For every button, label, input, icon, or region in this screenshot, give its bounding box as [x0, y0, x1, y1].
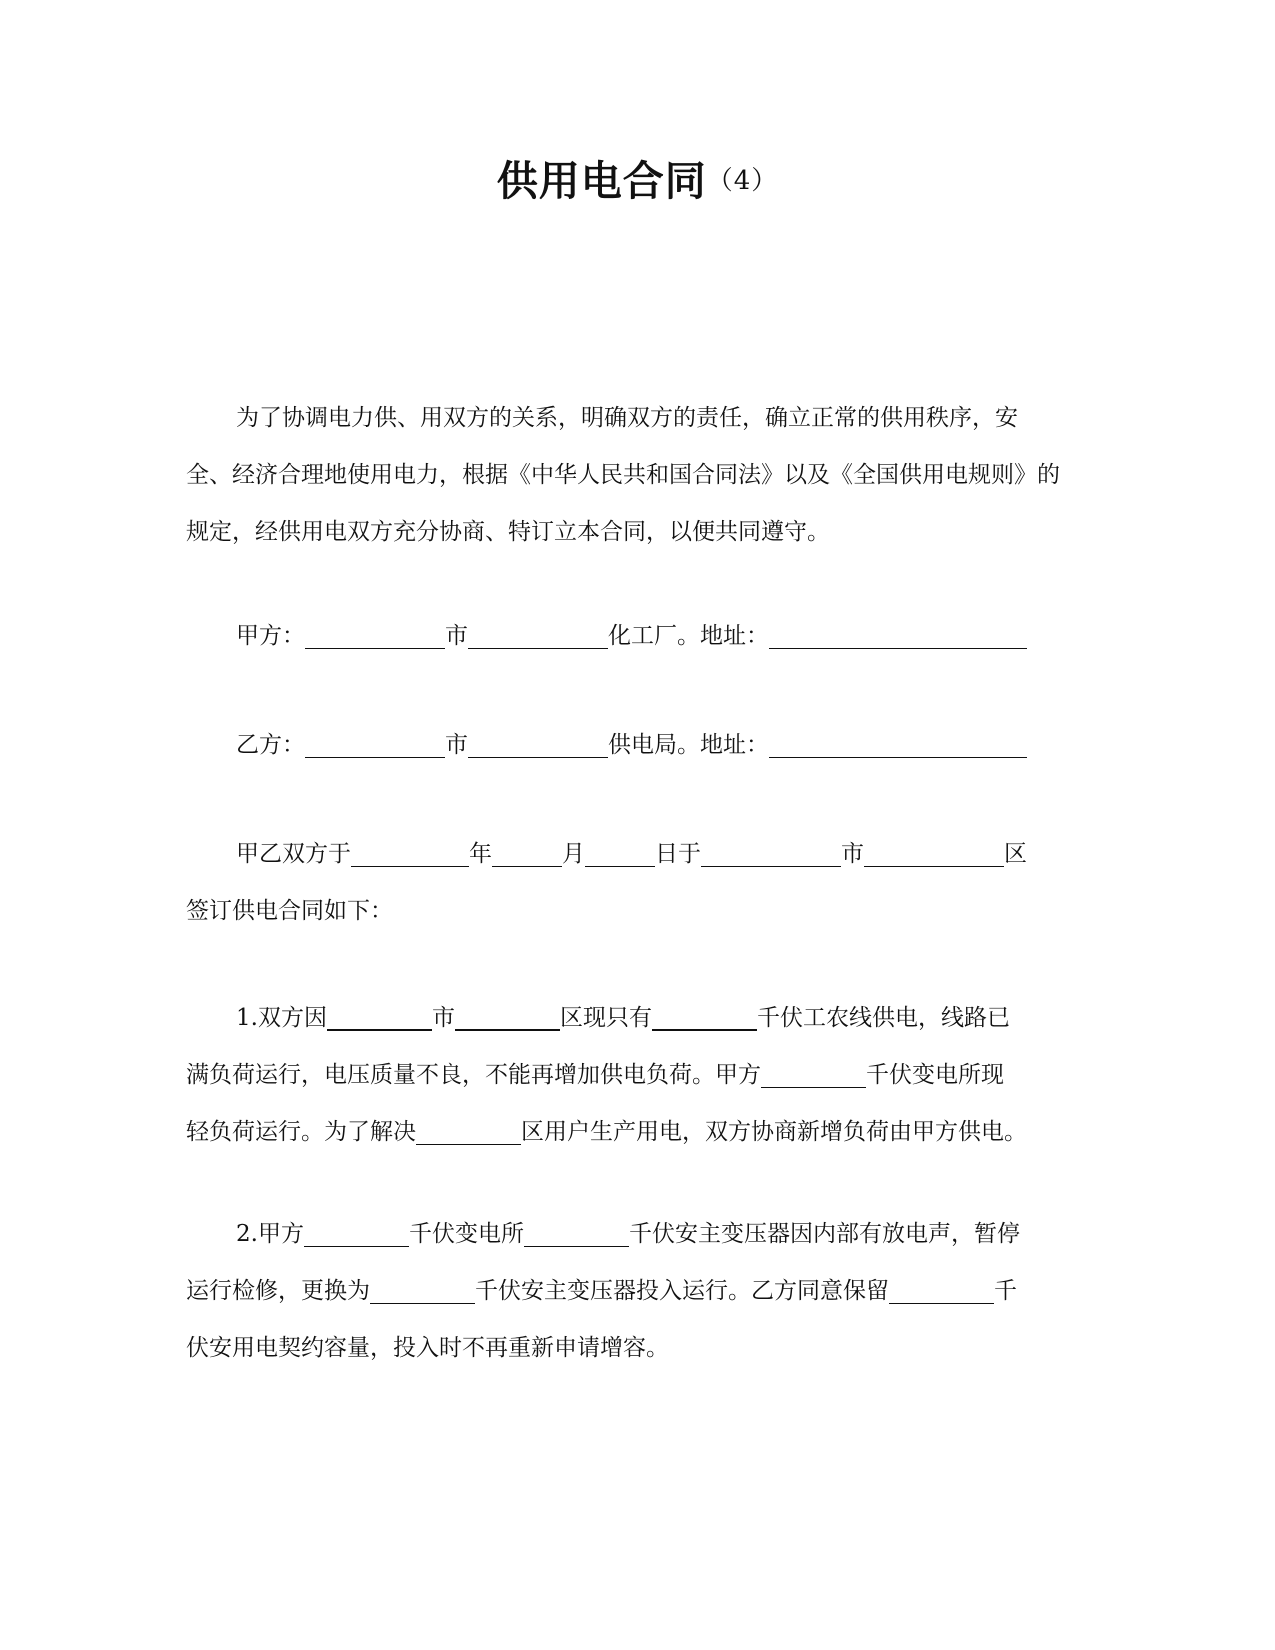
preamble-line: 规定，经供用电双方充分协商、特订立本合同，以便共同遵守。 — [186, 519, 830, 545]
party-b-line — [186, 717, 1089, 774]
preamble-paragraph — [186, 390, 1089, 561]
blank-field — [652, 999, 757, 1031]
signing-line2: 签订供电合同如下： — [186, 898, 393, 924]
party-b-city: 市 — [445, 732, 468, 758]
party-a-label: 甲方： — [236, 623, 305, 649]
blank-field — [351, 836, 469, 867]
clause-text: 2.甲方 — [236, 1221, 304, 1247]
blank-field — [769, 727, 1027, 758]
blank-field — [304, 1216, 409, 1247]
title-main: 供用电合同 — [496, 157, 707, 205]
party-a-org: 化工厂。地址： — [608, 623, 769, 649]
party-b-org: 供电局。地址： — [608, 732, 769, 758]
party-a-city: 市 — [445, 623, 468, 649]
clause-text: 区现只有 — [559, 1005, 652, 1031]
signing-month: 月 — [562, 841, 585, 867]
clause-text: 千伏工农线供电，线路已 — [756, 1005, 1010, 1031]
clause-text: 轻负荷运行。为了解决 — [186, 1119, 416, 1145]
title-suffix: （4） — [706, 166, 779, 196]
signing-day: 日于 — [655, 841, 701, 867]
party-a-line — [186, 608, 1089, 665]
blank-field — [468, 727, 608, 758]
blank-field — [585, 836, 655, 867]
clause-text: 满负荷运行，电压质量不良，不能再增加供电负荷。甲方 — [186, 1062, 761, 1088]
preamble-line: 为了协调电力供、用双方的关系，明确双方的责任，确立正常的供用秩序，安 — [236, 405, 1018, 431]
clause-text: 千伏变电所现 — [866, 1062, 1004, 1088]
clause-text: 千伏安主变压器投入运行。乙方同意保留 — [475, 1278, 889, 1304]
signing-paragraph — [186, 826, 1089, 940]
clause-text: 千伏安主变压器因内部有放电声，暂停 — [628, 1221, 1020, 1247]
preamble-line: 全、经济合理地使用电力，根据《中华人民共和国合同法》以及《全国供用电规则》的 — [186, 462, 1060, 488]
blank-field — [889, 1273, 994, 1304]
blank-field — [864, 836, 1004, 867]
clause-text: 伏安用电契约容量，投入时不再重新申请增容。 — [186, 1335, 669, 1361]
clause-text: 1.双方因 — [236, 1005, 327, 1031]
clause-text: 运行检修，更换为 — [186, 1278, 370, 1304]
signing-city: 市 — [841, 841, 864, 867]
signing-district: 区 — [1004, 841, 1027, 867]
clause-text: 千 — [994, 1278, 1017, 1304]
clause-2 — [186, 1206, 1089, 1377]
party-b-label: 乙方： — [236, 732, 305, 758]
signing-year: 年 — [469, 841, 492, 867]
blank-field — [701, 836, 841, 867]
clause-text: 区用户生产用电，双方协商新增负荷由甲方供电。 — [521, 1119, 1027, 1145]
blank-field — [370, 1273, 475, 1304]
blank-field — [761, 1057, 866, 1088]
blank-field — [305, 727, 445, 758]
blank-field — [769, 618, 1027, 649]
blank-field — [492, 836, 562, 867]
blank-field — [327, 999, 432, 1031]
blank-field — [524, 1216, 629, 1247]
signing-prefix: 甲乙双方于 — [236, 841, 351, 867]
clause-1 — [186, 990, 1089, 1161]
blank-field — [468, 618, 608, 649]
document-title — [0, 148, 1275, 207]
blank-field — [416, 1114, 521, 1145]
clause-text: 市 — [431, 1005, 455, 1031]
blank-field — [455, 999, 560, 1031]
blank-field — [305, 618, 445, 649]
clause-text: 千伏变电所 — [408, 1221, 524, 1247]
